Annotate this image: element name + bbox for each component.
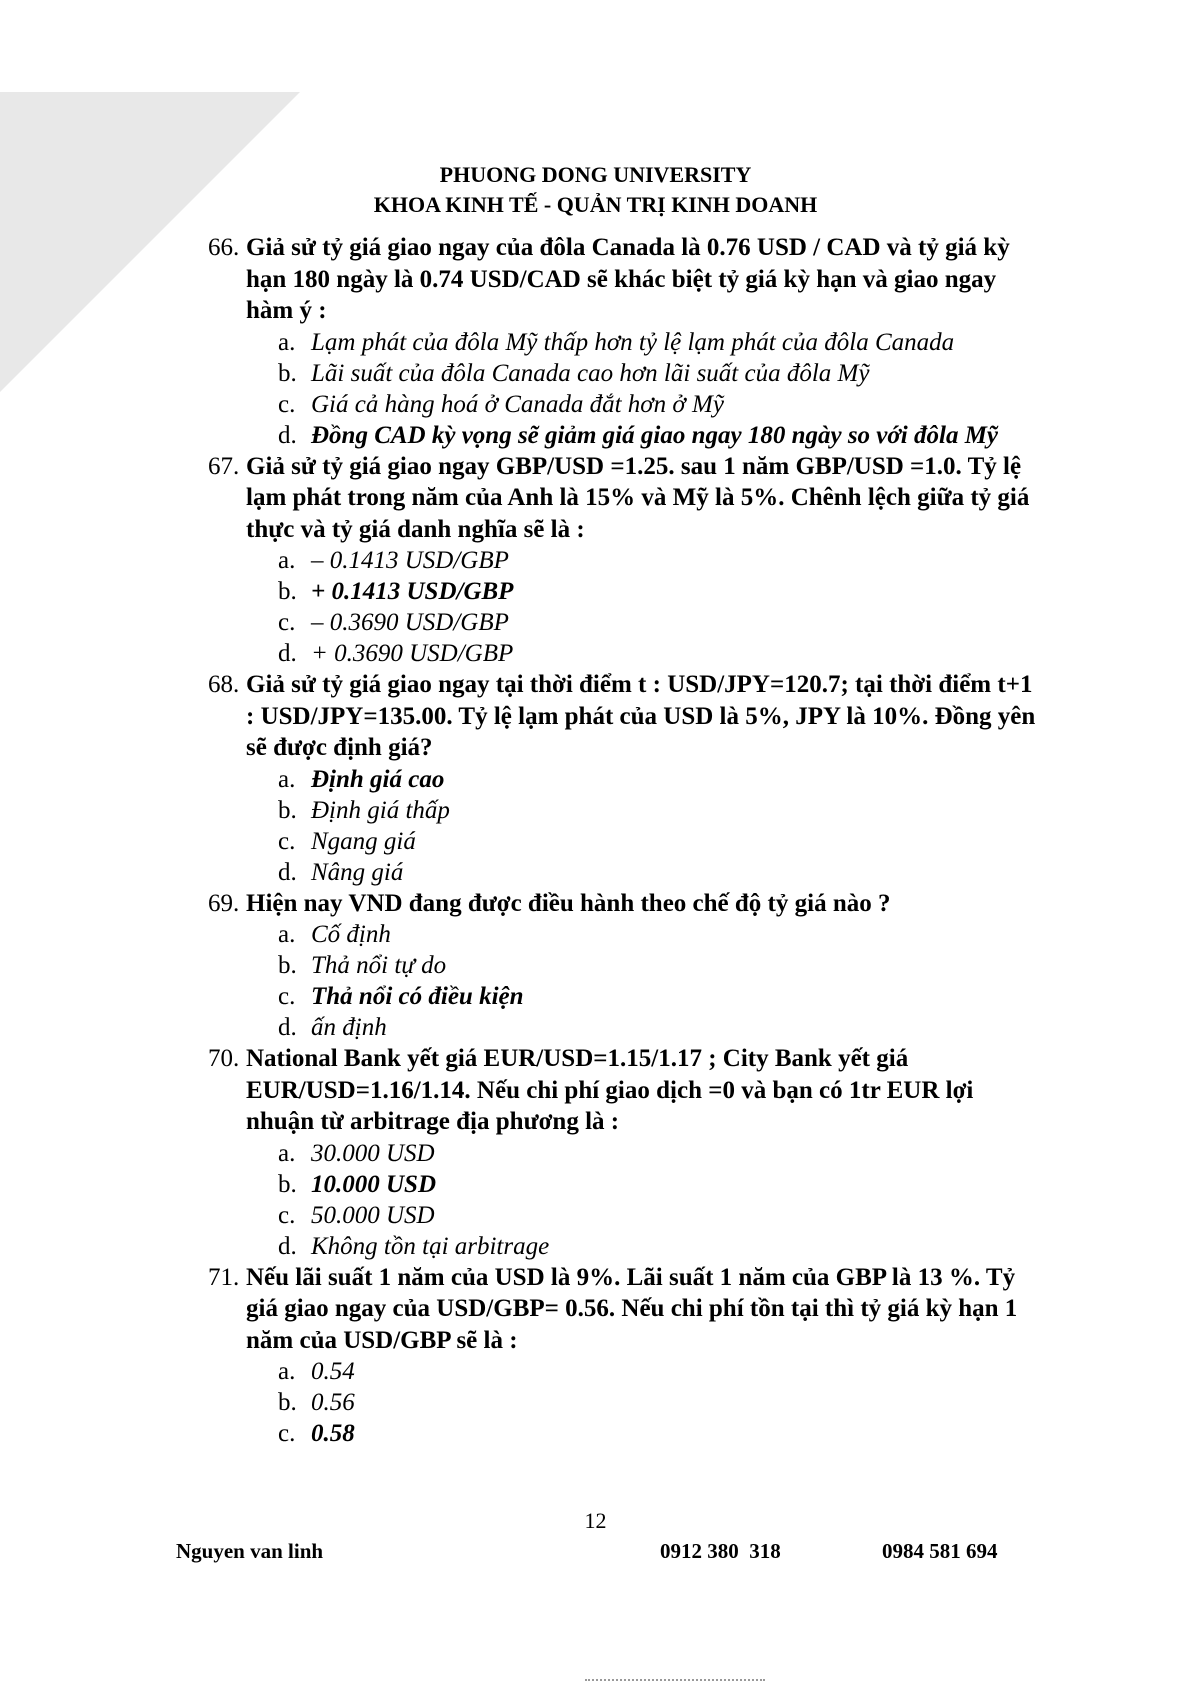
option-b-answer [278, 576, 1038, 607]
option-text: ấn định [311, 1014, 387, 1041]
question-number: 70 . [208, 1043, 239, 1075]
option-list [208, 764, 1038, 888]
option-letter: c . [278, 1200, 295, 1231]
option-list [208, 919, 1038, 1043]
option-text: 0.54 [311, 1358, 355, 1385]
option-a [278, 919, 1038, 950]
option-c [278, 607, 1038, 638]
option-a [278, 1356, 1038, 1387]
question-text [208, 669, 1038, 764]
question-stem: Giả sử tỷ giá giao ngay của đôla Canada là 0.76 USD / CAD và tỷ giá kỳ hạn 180 ngày là 0.74 USD/CAD sẽ khác biệt tỷ giá kỳ hạn và giao ngay hàm ý : [246, 234, 1010, 324]
question-text [208, 1262, 1038, 1357]
option-text: Cố định [311, 921, 391, 948]
question-66 [208, 232, 1038, 451]
option-letter: c . [278, 981, 295, 1012]
option-letter: a . [278, 1138, 295, 1169]
option-letter: d . [278, 857, 297, 888]
option-text: Lãi suất của đôla Canada cao hơn lãi suất của đôla Mỹ [311, 359, 870, 387]
author-name: Nguyen van linh [176, 1539, 324, 1563]
option-text: Nâng giá [311, 858, 404, 886]
option-letter: c . [278, 1418, 295, 1449]
option-letter: b . [278, 358, 297, 389]
option-text: 50.000 USD [311, 1201, 435, 1229]
question-70 [208, 1043, 1038, 1262]
option-text: Thả nổi tự do [311, 952, 447, 979]
option-text: 10.000 USD [311, 1170, 437, 1198]
question-71 [208, 1262, 1038, 1450]
option-letter: b . [278, 1169, 297, 1200]
option-text: 30.000 USD [311, 1139, 435, 1167]
page-header [0, 160, 1191, 220]
question-text [208, 888, 1038, 920]
option-letter: a . [278, 1356, 295, 1387]
question-number: 69 . [208, 888, 239, 920]
option-letter: a . [278, 327, 295, 358]
option-d [278, 857, 1038, 888]
option-b-answer [278, 1169, 1038, 1200]
option-letter: a . [278, 919, 295, 950]
option-text: Định giá thấp [311, 796, 450, 824]
option-letter: d . [278, 1012, 297, 1043]
question-number: 67 . [208, 451, 239, 483]
option-text: 0.58 [311, 1420, 355, 1447]
option-a [278, 1138, 1038, 1169]
question-text [208, 451, 1038, 546]
option-text: Định giá cao [311, 765, 445, 793]
option-c-answer [278, 1418, 1038, 1449]
option-b [278, 950, 1038, 981]
question-stem: Giả sử tỷ giá giao ngay tại thời điểm t : USD/JPY=120.7; tại thời điểm t+1 : USD/JPY=135.00. Tỷ lệ lạm phát của USD là 5%, JPY là 10%. Đồng yên sẽ được định giá? [246, 671, 1036, 761]
question-number: 66 . [208, 232, 239, 264]
option-letter: a . [278, 545, 295, 576]
question-text [208, 1043, 1038, 1138]
question-stem: Hiện nay VND đang được điều hành theo chế độ tỷ giá nào ? [246, 889, 891, 917]
option-text: Đồng CAD kỳ vọng sẽ giảm giá giao ngay 180 ngày so với đôla Mỹ [311, 421, 999, 449]
option-c [278, 1200, 1038, 1231]
option-text: Lạm phát của đôla Mỹ thấp hơn tỷ lệ lạm phát của đôla Canada [311, 328, 955, 356]
option-letter: c . [278, 389, 295, 420]
option-text: Thả nổi có điều kiện [311, 983, 524, 1010]
university-name: PHUONG DONG UNIVERSITY [439, 162, 752, 187]
option-list [208, 327, 1038, 451]
option-c [278, 389, 1038, 420]
option-text: Ngang giá [311, 827, 416, 855]
question-69 [208, 888, 1038, 1044]
option-b [278, 795, 1038, 826]
option-letter: d . [278, 638, 297, 669]
question-stem: National Bank yết giá EUR/USD=1.15/1.17 ; City Bank yết giá EUR/USD=1.16/1.14. Nếu chi phí giao dịch =0 và bạn có 1tr EUR lợi nhuận từ arbitrage địa phương là : [246, 1045, 974, 1135]
option-c-answer [278, 981, 1038, 1012]
option-letter: c . [278, 607, 295, 638]
question-stem: Nếu lãi suất 1 năm của USD là 9%. Lãi suất 1 năm của GBP là 13 %. Tỷ giá giao ngay của USD/GBP= 0.56. Nếu chi phí tồn tại thì tỷ giá kỳ hạn 1 năm của USD/GBP sẽ là : [246, 1263, 1018, 1354]
option-letter: b . [278, 950, 297, 981]
option-c [278, 826, 1038, 857]
option-letter: d . [278, 420, 297, 451]
option-d [278, 1231, 1038, 1262]
faculty-name: KHOA KINH TẾ - QUẢN TRỊ KINH DOANH [373, 192, 818, 217]
option-a-answer [278, 764, 1038, 795]
option-letter: a . [278, 764, 295, 795]
option-list [208, 545, 1038, 669]
option-d [278, 638, 1038, 669]
option-letter: b . [278, 576, 297, 607]
question-68 [208, 669, 1038, 888]
question-number: 71 . [208, 1262, 239, 1294]
option-a [278, 545, 1038, 576]
option-text: 0.56 [311, 1389, 355, 1416]
option-list [208, 1138, 1038, 1262]
option-letter: b . [278, 795, 297, 826]
option-letter: d . [278, 1231, 297, 1262]
option-text: + 0.3690 USD/GBP [311, 640, 514, 667]
page-footer [176, 1539, 1016, 1569]
option-d [278, 1012, 1038, 1043]
option-letter: b . [278, 1387, 297, 1418]
phone-number-2: 0984 581 694 [882, 1539, 998, 1563]
phone-number-1: 0912 380 318 [660, 1539, 781, 1563]
option-text: – 0.1413 USD/GBP [311, 547, 509, 574]
bottom-divider [585, 1679, 765, 1684]
question-text [208, 232, 1038, 327]
option-a [278, 327, 1038, 358]
option-b [278, 358, 1038, 389]
option-list [208, 1356, 1038, 1449]
page-number: 12 [584, 1508, 607, 1533]
option-b [278, 1387, 1038, 1418]
question-number: 68 . [208, 669, 239, 701]
option-letter: c . [278, 826, 295, 857]
option-d-answer [278, 420, 1038, 451]
option-text: + 0.1413 USD/GBP [311, 578, 514, 605]
question-67 [208, 451, 1038, 670]
option-text: – 0.3690 USD/GBP [311, 609, 509, 636]
question-list [208, 232, 1038, 1449]
option-text: Giá cả hàng hoá ở Canada đắt hơn ở Mỹ [311, 390, 724, 418]
question-stem: Giả sử tỷ giá giao ngay GBP/USD =1.25. sau 1 năm GBP/USD =1.0. Tỷ lệ lạm phát trong năm của Anh là 15% và Mỹ là 5%. Chênh lệch giữa tỷ giá thực và tỷ giá danh nghĩa sẽ là : [246, 452, 1030, 543]
option-text: Không tồn tại arbitrage [311, 1232, 550, 1260]
